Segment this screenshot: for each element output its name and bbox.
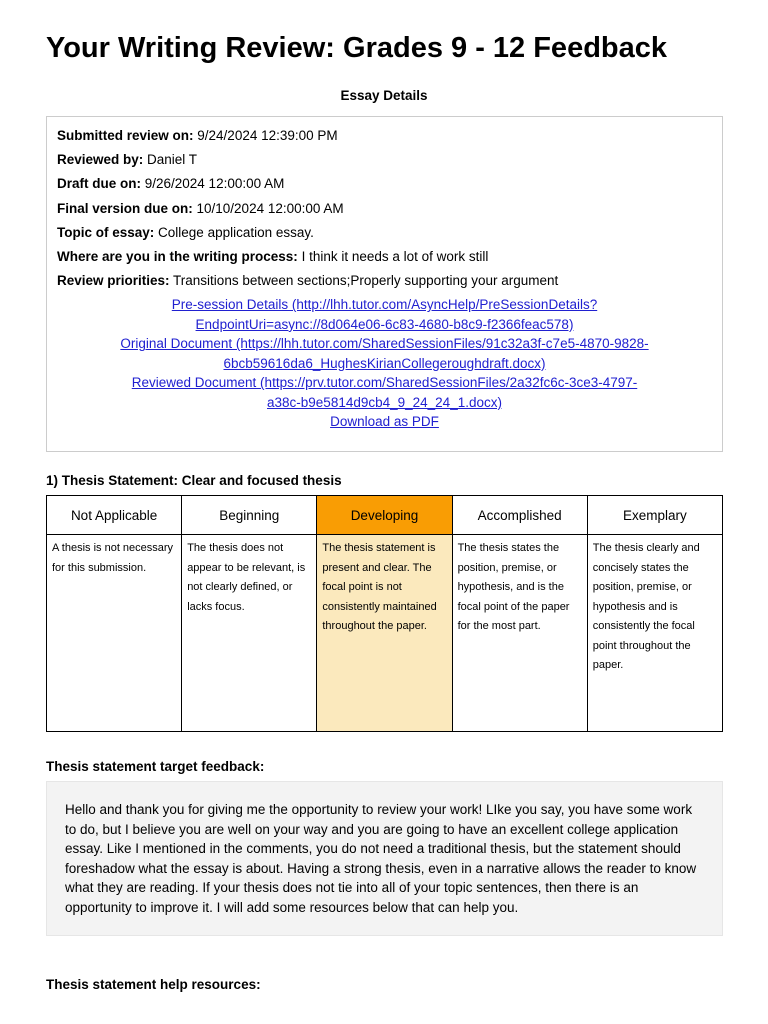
detail-value: 9/24/2024 12:39:00 PM — [193, 128, 338, 143]
detail-value: Daniel T — [143, 152, 198, 168]
rubric-desc-exemplary: The thesis clearly and concisely states the position, premise, or hypothesis and is consistently the focal point throughout the paper. — [587, 535, 722, 732]
detail-value: 10/10/2024 12:00:00 AM — [192, 200, 344, 216]
thesis-rubric-table — [46, 495, 723, 732]
rubric-header-row — [47, 496, 723, 535]
detail-final-due — [57, 199, 712, 223]
detail-submitted — [57, 126, 712, 150]
detail-review-priorities — [57, 271, 712, 295]
page-title: Your Writing Review: Grades 9 - 12 Feedback — [46, 32, 668, 64]
detail-value: College application essay. — [154, 224, 314, 240]
detail-value: Transitions between sections;Properly supporting your argument — [169, 273, 559, 289]
rubric-desc-accomplished: The thesis states the position, premise, or hypothesis, and is the focal point of the paper for the most part. — [452, 535, 587, 732]
rubric-level-not-applicable: Not Applicable — [47, 496, 182, 535]
presession-details-link[interactable]: Pre-session Details (http://lhh.tutor.com/AsyncHelp/PreSessionDetails?EndpointUri=async://8d064e06-6c83-4680-b8c9-f2366feac578) — [171, 297, 598, 332]
original-document-link[interactable]: Original Document (https://lhh.tutor.com/SharedSessionFiles/91c32a3f-c7e5-4870-9828-6bcb59616da6_HughesKirianCollegeroughdraft.docx) — [120, 336, 649, 371]
detail-reviewer — [57, 150, 712, 174]
essay-details-panel — [46, 116, 723, 452]
document-links — [57, 295, 712, 432]
detail-label: Where are you in the writing process: — [57, 248, 298, 264]
rubric-desc-beginning: The thesis does not appear to be relevant, is not clearly defined, or lacks focus. — [182, 535, 317, 732]
rubric-description-row — [47, 535, 723, 732]
detail-draft-due — [57, 174, 712, 198]
reviewed-document-link[interactable]: Reviewed Document (https://prv.tutor.com/SharedSessionFiles/2a32fc6c-3ce3-4797-a38c-b9e5814d9cb4_9_24_24_1.docx) — [131, 375, 638, 410]
detail-topic — [57, 223, 712, 247]
rubric-level-beginning: Beginning — [182, 496, 317, 535]
rubric-level-accomplished: Accomplished — [452, 496, 587, 535]
detail-label: Reviewed by: — [57, 152, 144, 168]
detail-value: I think it needs a lot of work still — [297, 248, 489, 264]
detail-writing-process — [57, 247, 712, 271]
detail-label: Submitted review on: — [57, 128, 194, 143]
detail-label: Topic of essay: — [57, 224, 155, 240]
resources-heading: Thesis statement help resources: — [46, 977, 261, 992]
essay-details-heading: Essay Details — [340, 88, 428, 103]
detail-label: Draft due on: — [57, 176, 141, 192]
detail-value: 9/26/2024 12:00:00 AM — [141, 176, 285, 192]
rubric-desc-developing: The thesis statement is present and clear. The focal point is not consistently maintained throughout the paper. — [317, 535, 452, 732]
rubric-desc-not-applicable: A thesis is not necessary for this submission. — [47, 535, 182, 732]
rubric-level-developing: Developing — [317, 496, 452, 535]
rubric-level-exemplary: Exemplary — [587, 496, 722, 535]
rubric-heading: 1) Thesis Statement: Clear and focused thesis — [46, 473, 342, 488]
download-pdf-link[interactable]: Download as PDF — [330, 414, 439, 430]
detail-label: Review priorities: — [57, 273, 170, 289]
feedback-box: Hello and thank you for giving me the opportunity to review your work! LIke you say, you have some work to do, but I believe you are well on your way and you are going to have an excellent college application essay. Like I mentioned in the comments, you do not need a traditional thesis, but the statement should foreshadow what the essay is about. Having a strong thesis, even in a narrative allows the reader to know what they are reading. If your thesis does not tie into all of your topic sentences, then there is an opportunity to improve it. I will add some resources below that can help you. — [46, 781, 723, 936]
detail-label: Final version due on: — [57, 200, 193, 216]
feedback-heading: Thesis statement target feedback: — [46, 759, 265, 774]
